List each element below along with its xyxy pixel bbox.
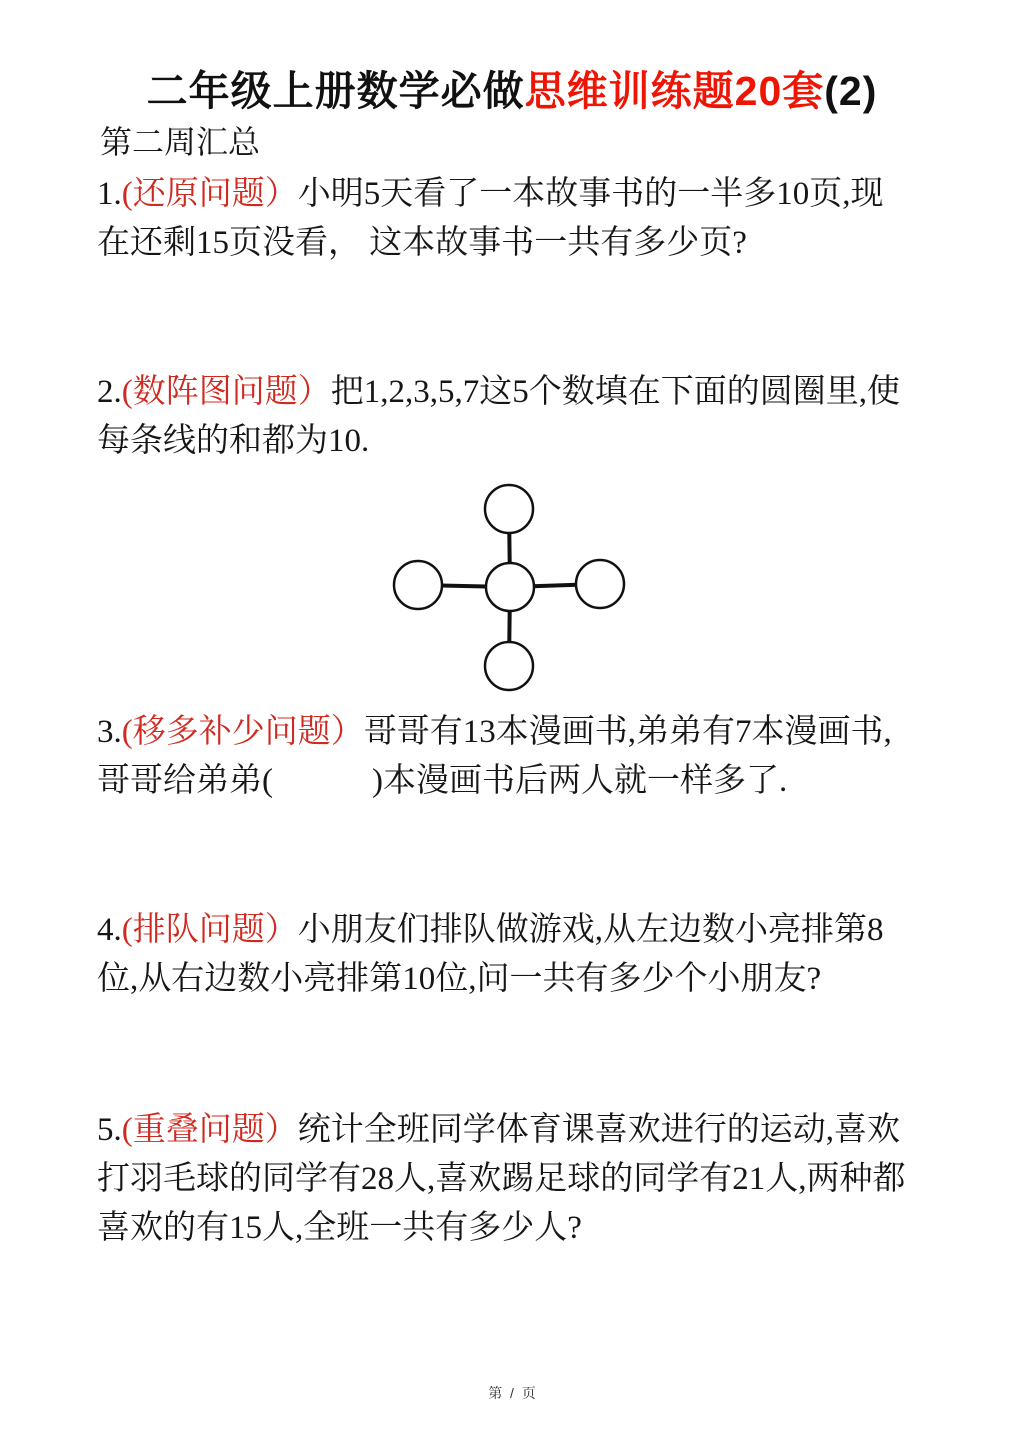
problem-1	[97, 170, 915, 268]
problem-4	[97, 906, 915, 1004]
week-summary-heading: 第二周汇总	[100, 124, 261, 160]
page-title-red: 思维训练题20套	[524, 68, 825, 115]
number-circle-diagram	[385, 478, 635, 696]
problem-5-text: 统计全班同学体育课喜欢进行的运动,喜欢打羽毛球的同学有28人,喜欢踢足球的同学有21人,两种都喜欢的有15人,全班一共有多少人?	[97, 1112, 906, 1246]
problem-4-number: 4.	[97, 912, 122, 948]
problem-2	[97, 368, 915, 466]
diagram-circle-right	[576, 560, 624, 608]
diagram-circle-left	[394, 561, 442, 609]
problem-4-category-label: (排队问题）	[121, 912, 298, 948]
problem-2-category-label: (数阵图问题）	[121, 374, 331, 410]
problem-1-category-label: (还原问题）	[121, 176, 298, 212]
problem-5-number: 5.	[97, 1112, 122, 1148]
page-title	[0, 67, 1024, 115]
problem-4-text: 小朋友们排队做游戏,从左边数小亮排第8位,从右边数小亮排第10位,问一共有多少个小朋友?	[97, 912, 884, 997]
problem-2-number: 2.	[97, 374, 122, 410]
problem-5-category-label: (重叠问题）	[121, 1112, 298, 1148]
problem-3-category-label: (移多补少问题）	[121, 714, 364, 750]
page-title-black-right: (2)	[824, 68, 878, 115]
page-number-footer: 第 / 页	[488, 1385, 536, 1401]
problem-5	[97, 1106, 915, 1253]
problem-1-text: 小明5天看了一本故事书的一半多10页,现在还剩15页没看， 这本故事书一共有多少页?	[97, 176, 884, 261]
problem-3	[97, 708, 915, 806]
problem-1-number: 1.	[97, 176, 122, 212]
problem-3-text: 哥哥有13本漫画书,弟弟有7本漫画书,哥哥给弟弟( )本漫画书后两人就一样多了.	[97, 714, 892, 799]
problem-2-text: 把1,2,3,5,7这5个数填在下面的圆圈里,使每条线的和都为10.	[97, 374, 900, 459]
diagram-circle-center	[486, 563, 534, 611]
diagram-circle-bottom	[485, 642, 533, 690]
diagram-circle-top	[485, 485, 533, 533]
diagram-circles	[394, 485, 624, 690]
page-title-black-left: 二年级上册数学必做	[146, 68, 525, 115]
problem-3-number: 3.	[97, 714, 122, 750]
